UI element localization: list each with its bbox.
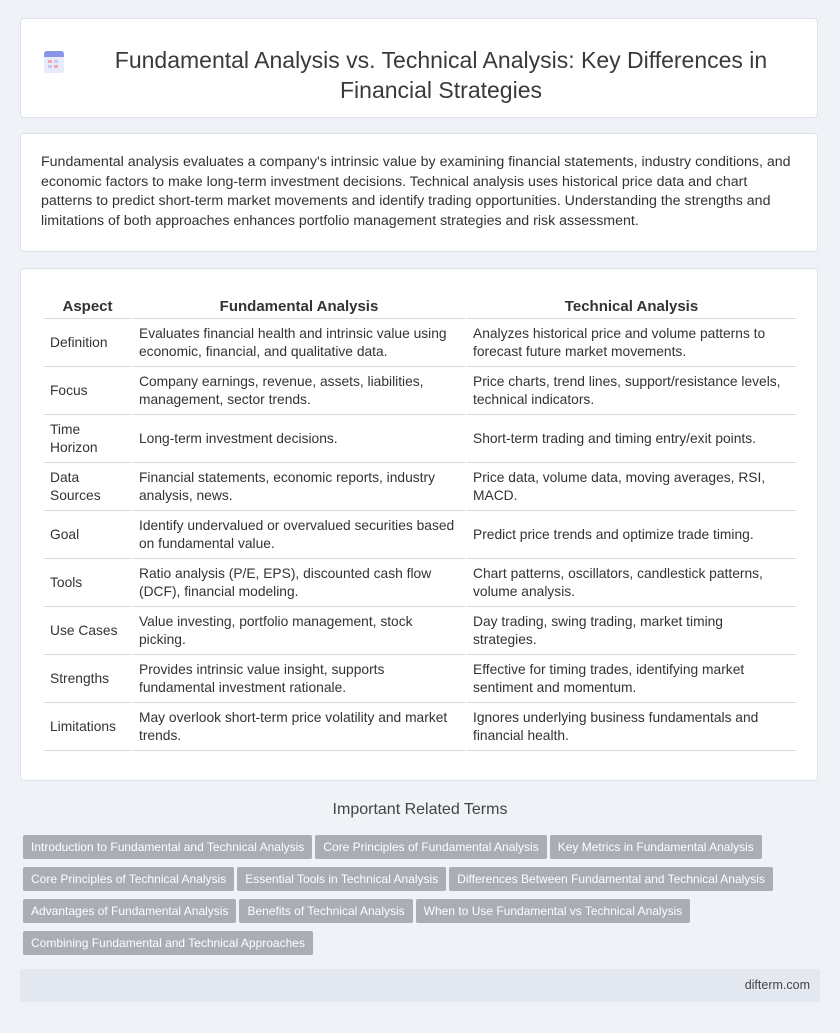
cell-technical: Chart patterns, oscillators, candlestick patterns, volume analysis.	[467, 559, 796, 607]
cell-aspect: Definition	[44, 319, 131, 367]
cell-aspect: Tools	[44, 559, 131, 607]
cell-technical: Price data, volume data, moving averages, RSI, MACD.	[467, 463, 796, 511]
related-term-tag[interactable]: Key Metrics in Fundamental Analysis	[550, 835, 762, 859]
cell-technical: Price charts, trend lines, support/resistance levels, technical indicators.	[467, 367, 796, 415]
table-row	[44, 463, 796, 511]
cell-aspect: Focus	[44, 367, 131, 415]
related-terms-title: Important Related Terms	[332, 801, 508, 818]
cell-fundamental: Identify undervalued or overvalued securities based on fundamental value.	[133, 511, 465, 559]
cell-aspect: Data Sources	[44, 463, 131, 511]
table-row	[44, 319, 796, 367]
cell-aspect: Limitations	[44, 703, 131, 751]
table-row	[44, 655, 796, 703]
title-card	[20, 18, 818, 118]
header-fundamental: Fundamental Analysis	[133, 295, 465, 319]
comparison-table	[42, 295, 798, 751]
table-row	[44, 703, 796, 751]
cell-fundamental: Ratio analysis (P/E, EPS), discounted cash flow (DCF), financial modeling.	[133, 559, 465, 607]
cell-technical: Day trading, swing trading, market timing strategies.	[467, 607, 796, 655]
related-term-tag[interactable]: Core Principles of Fundamental Analysis	[315, 835, 546, 859]
cell-aspect: Strengths	[44, 655, 131, 703]
table-header-row	[44, 295, 796, 319]
footer	[20, 969, 820, 1002]
table-body	[44, 319, 796, 751]
cell-fundamental: Provides intrinsic value insight, supports fundamental investment rationale.	[133, 655, 465, 703]
table-row	[44, 511, 796, 559]
related-term-tag[interactable]: Combining Fundamental and Technical Approaches	[23, 931, 313, 955]
cell-aspect: Goal	[44, 511, 131, 559]
cell-technical: Ignores underlying business fundamentals and financial health.	[467, 703, 796, 751]
document-icon	[41, 49, 67, 75]
comparison-card	[20, 268, 818, 781]
cell-aspect: Use Cases	[44, 607, 131, 655]
cell-fundamental: Evaluates financial health and intrinsic value using economic, financial, and qualitative data.	[133, 319, 465, 367]
cell-fundamental: Value investing, portfolio management, stock picking.	[133, 607, 465, 655]
related-term-tag[interactable]: Advantages of Fundamental Analysis	[23, 899, 236, 923]
related-terms-list	[23, 835, 813, 963]
related-term-tag[interactable]: Core Principles of Technical Analysis	[23, 867, 234, 891]
cell-technical: Short-term trading and timing entry/exit points.	[467, 415, 796, 463]
table-row	[44, 607, 796, 655]
intro-card	[20, 133, 818, 252]
table-row	[44, 559, 796, 607]
related-term-tag[interactable]: When to Use Fundamental vs Technical Analysis	[416, 899, 691, 923]
page-title: Fundamental Analysis vs. Technical Analysis: Key Differences in Financial Strategies	[114, 47, 768, 103]
table-row	[44, 367, 796, 415]
related-term-tag[interactable]: Benefits of Technical Analysis	[239, 899, 412, 923]
cell-fundamental: Company earnings, revenue, assets, liabilities, management, sector trends.	[133, 367, 465, 415]
header-technical: Technical Analysis	[467, 295, 796, 319]
table-row	[44, 415, 796, 463]
footer-site-link[interactable]: difterm.com	[744, 978, 810, 992]
cell-aspect: Time Horizon	[44, 415, 131, 463]
related-term-tag[interactable]: Introduction to Fundamental and Technical Analysis	[23, 835, 312, 859]
cell-fundamental: Long-term investment decisions.	[133, 415, 465, 463]
header-aspect: Aspect	[44, 295, 131, 319]
cell-technical: Predict price trends and optimize trade timing.	[467, 511, 796, 559]
cell-technical: Analyzes historical price and volume patterns to forecast future market movements.	[467, 319, 796, 367]
cell-fundamental: May overlook short-term price volatility and market trends.	[133, 703, 465, 751]
cell-fundamental: Financial statements, economic reports, industry analysis, news.	[133, 463, 465, 511]
related-term-tag[interactable]: Differences Between Fundamental and Technical Analysis	[449, 867, 773, 891]
cell-technical: Effective for timing trades, identifying market sentiment and momentum.	[467, 655, 796, 703]
related-term-tag[interactable]: Essential Tools in Technical Analysis	[237, 867, 446, 891]
intro-paragraph: Fundamental analysis evaluates a company's intrinsic value by examining financial statements, industry conditions, and economic factors to make long-term investment decisions. Technical analysis uses historical price data and chart patterns to predict short-term market movements and identify trading opportunities. Understanding the strengths and limitations of both approaches enhances portfolio management strategies and risk assessment.	[41, 154, 791, 229]
